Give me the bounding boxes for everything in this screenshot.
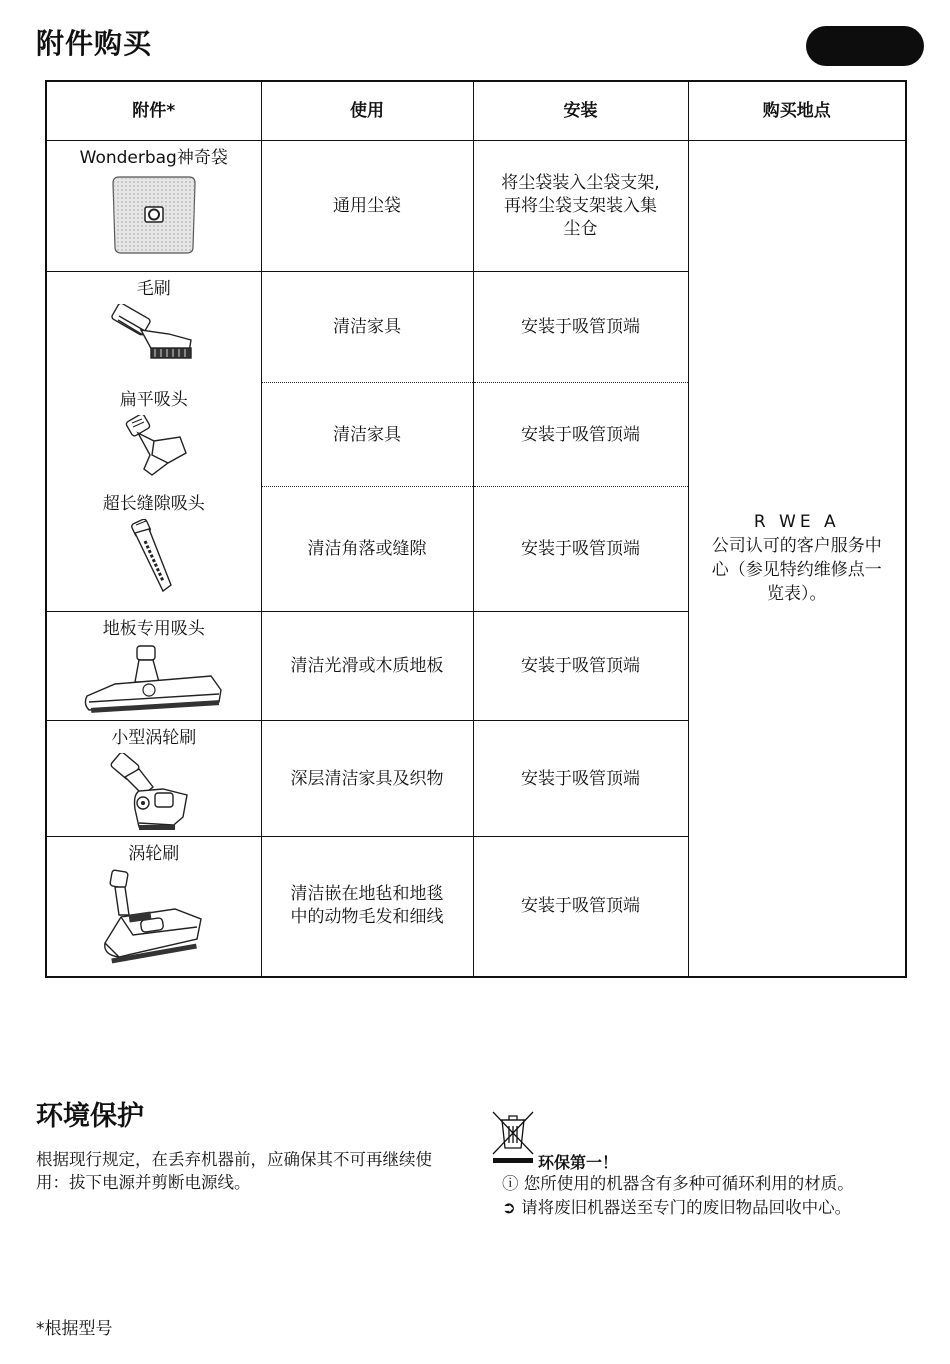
crossed-out-bin-icon — [490, 1110, 536, 1164]
install-cell: 安装于吸管顶端 — [473, 837, 688, 977]
install-cell: 安装于吸管顶端 — [473, 383, 688, 487]
page-title: 附件购买 — [36, 27, 153, 60]
accessory-cell — [46, 612, 261, 721]
where-line-2: 心（参见特约维修点一 — [711, 560, 882, 581]
recycle-line-1-text: 您所使用的机器含有多种可循环利用的材质。 — [523, 1174, 854, 1193]
recycle-line-2 — [502, 1196, 851, 1219]
footnote: *根据型号 — [36, 1319, 113, 1339]
accessory-name: 地板专用吸头 — [102, 619, 205, 639]
install-cell: 安装于吸管顶端 — [473, 272, 688, 383]
turbo-brush-icon — [99, 869, 209, 973]
crevice-tool-icon — [119, 519, 189, 595]
header-where-to-buy: 购买地点 — [688, 81, 906, 141]
service-code: R WE A — [753, 512, 840, 533]
accessories-table — [45, 80, 907, 978]
use-cell: 清洁光滑或木质地板 — [261, 612, 473, 721]
dusting-brush-icon — [109, 304, 199, 366]
accessory-name: 涡轮刷 — [128, 844, 180, 864]
header-accessory: 附件* — [46, 81, 261, 141]
use-cell: 清洁嵌在地毡和地毯 中的动物毛发和细线 — [261, 837, 473, 977]
header-use: 使用 — [261, 81, 473, 141]
accessory-cell — [46, 837, 261, 977]
accessory-cell — [46, 721, 261, 837]
where-line-3: 览表）。 — [767, 584, 827, 605]
install-cell: 安装于吸管顶端 — [473, 612, 688, 721]
accessory-cell — [46, 141, 261, 272]
recycle-line-2-text: 请将废旧机器送至专门的废旧物品回收中心。 — [521, 1198, 852, 1217]
accessory-name: Wonderbag神奇袋 — [79, 148, 228, 168]
use-cell: 通用尘袋 — [261, 141, 473, 272]
use-cell: 清洁家具 — [261, 272, 473, 383]
use-cell: 深层清洁家具及织物 — [261, 721, 473, 837]
language-tab — [806, 26, 924, 66]
table-row — [46, 141, 906, 272]
parquet-brush-icon — [79, 644, 229, 720]
accessory-cell — [46, 383, 261, 487]
use-cell: 清洁角落或缝隙 — [261, 487, 473, 612]
where-to-buy-cell — [688, 141, 906, 977]
install-cell: 将尘袋装入尘袋支架, 再将尘袋支架装入集 尘仓 — [473, 141, 688, 272]
accessory-name: 扁平吸头 — [119, 389, 188, 410]
arrow-bullet-icon: ➲ — [502, 1198, 516, 1217]
dust-bag-icon — [109, 173, 199, 255]
mini-turbo-brush-icon — [109, 753, 199, 835]
recycle-heading: 环保第一！ — [538, 1153, 619, 1172]
info-icon: ⓘ — [502, 1174, 519, 1193]
recycle-line-1 — [502, 1172, 854, 1195]
table-header-row — [46, 81, 906, 141]
environment-title: 环境保护 — [36, 1101, 144, 1132]
header-install: 安装 — [473, 81, 688, 141]
accessory-name: 小型涡轮刷 — [111, 728, 197, 748]
install-cell: 安装于吸管顶端 — [473, 721, 688, 837]
accessory-cell — [46, 487, 261, 612]
where-line-1: 公司认可的客户服务中 — [711, 536, 882, 557]
accessory-cell — [46, 272, 261, 383]
use-cell: 清洁家具 — [261, 383, 473, 487]
upholstery-nozzle-icon — [114, 415, 194, 479]
accessory-name: 毛刷 — [136, 279, 171, 299]
install-cell: 安装于吸管顶端 — [473, 487, 688, 612]
accessory-name: 超长缝隙吸头 — [102, 493, 205, 514]
environment-text: 根据现行规定，在丢弃机器前，应确保其不可再继续使用：拔下电源并剪断电源线。 — [36, 1150, 432, 1192]
